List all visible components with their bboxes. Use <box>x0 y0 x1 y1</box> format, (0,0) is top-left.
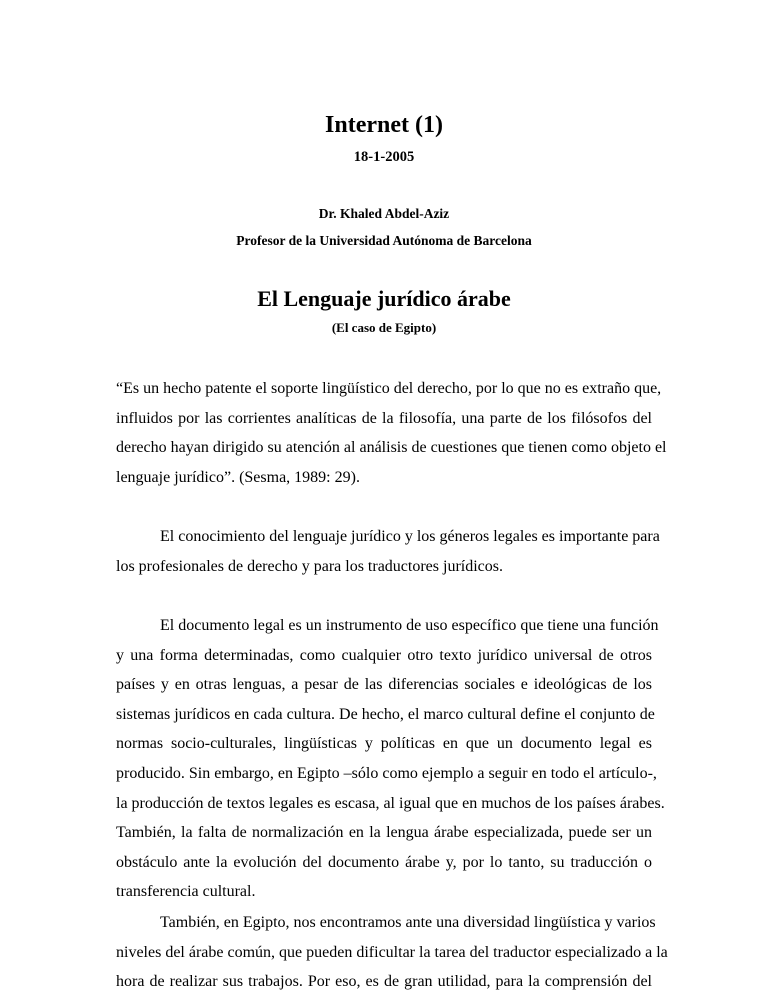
article-subtitle: (El caso de Egipto) <box>331 320 437 335</box>
text-line: hora de realizar sus trabajos. Por eso, es de gran utilidad, para la comprensión del <box>116 973 652 991</box>
text-line: sistemas jurídicos en cada cultura. De hecho, el marco cultural define el conjunto de <box>116 705 655 723</box>
text-line: niveles del árabe común, que pueden dificultar la tarea del traductor especializado a la <box>116 943 668 961</box>
body-paragraph <box>116 522 660 581</box>
body-paragraph <box>116 611 665 907</box>
text-line: influidos por las corrientes analíticas de la filosofía, una parte de los filósofos del <box>116 409 652 427</box>
text-line: producido. Sin embargo, en Egipto –sólo como ejemplo a seguir en todo el artículo-, <box>116 764 657 782</box>
text-line: países y en otras lenguas, a pesar de las diferencias sociales e ideológicas de los <box>116 676 652 694</box>
text-line: También, la falta de normalización en la lengua árabe especializada, puede ser un <box>116 824 652 842</box>
document-title: Internet (1) <box>325 112 443 138</box>
text-line: normas socio-culturales, lingüísticas y políticas en que un documento legal es <box>116 735 652 753</box>
text-line: obstáculo ante la evolución del documento árabe y, por lo tanto, su traducción o <box>116 853 652 871</box>
document-date: 18-1-2005 <box>353 149 415 165</box>
author-name: Dr. Khaled Abdel-Aziz <box>318 206 450 221</box>
body-paragraph <box>116 908 668 997</box>
text-line: los profesionales de derecho y para los traductores jurídicos. <box>116 557 503 575</box>
article-title: El Lenguaje jurídico árabe <box>257 286 511 311</box>
quote-paragraph <box>116 374 667 492</box>
text-line: la producción de textos legales es escasa, al igual que en muchos de los países árabes. <box>116 794 665 812</box>
text-line: “Es un hecho patente el soporte lingüístico del derecho, por lo que no es extraño que, <box>116 380 662 397</box>
text-line: El conocimiento del lenguaje jurídico y los géneros legales es importante para <box>160 528 660 545</box>
text-line: También, en Egipto, nos encontramos ante una diversidad lingüística y varios <box>160 914 656 931</box>
text-line: El documento legal es un instrumento de uso específico que tiene una función <box>160 617 659 634</box>
text-line: lenguaje jurídico”. (Sesma, 1989: 29). <box>116 468 360 486</box>
author-affiliation: Profesor de la Universidad Autónoma de Barcelona <box>236 233 532 248</box>
text-line: transferencia cultural. <box>116 883 256 901</box>
text-line: derecho hayan dirigido su atención al análisis de cuestiones que tienen como objeto el <box>116 439 667 457</box>
text-line: y una forma determinadas, como cualquier otro texto jurídico universal de otros <box>116 646 652 664</box>
